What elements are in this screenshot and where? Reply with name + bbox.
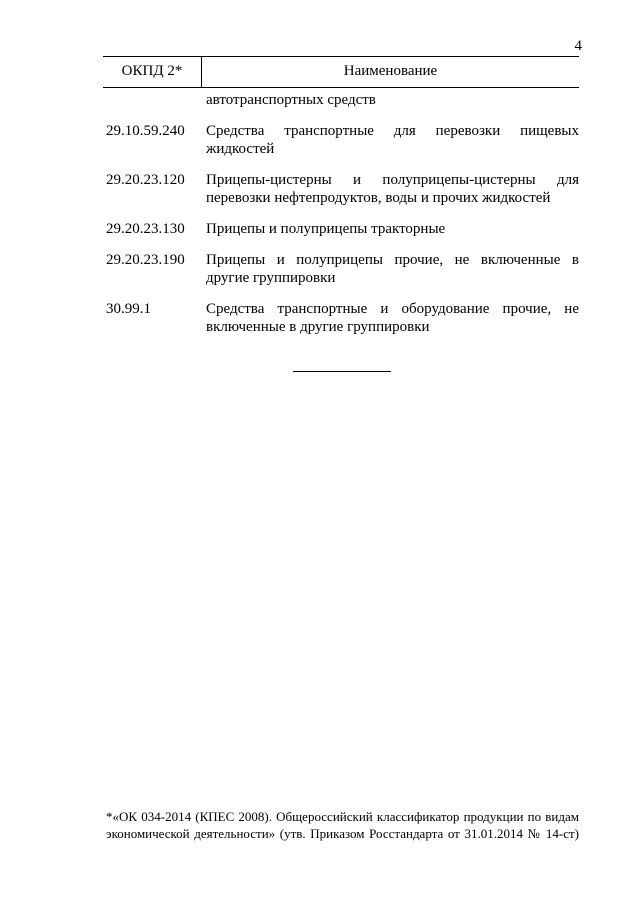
row-code: 29.20.23.120 [106, 172, 185, 188]
row-name: Средства транспортные для перевозки пищевых жидкостей [206, 123, 579, 157]
table-row [106, 91, 579, 109]
header-code: ОКПД 2* [121, 63, 183, 79]
table-body [106, 91, 579, 349]
table-row [106, 300, 579, 336]
table-row [106, 220, 579, 238]
table-row [106, 251, 579, 287]
header-name: Наименование [343, 63, 438, 79]
footnote: *«ОК 034-2014 (КПЕС 2008). Общероссийский классификатор продукции по видам экономической деятельности» (утв. Приказом Росстандарта от 31.01.2014 № 14-ст) [106, 809, 579, 841]
row-code: 29.20.23.190 [106, 252, 185, 268]
row-name: Прицепы и полуприцепы тракторные [206, 221, 446, 237]
row-code: 30.99.1 [106, 301, 151, 317]
section-separator [293, 371, 391, 372]
row-code: 29.20.23.130 [106, 221, 185, 237]
table-row [106, 171, 579, 207]
table-header [103, 56, 579, 88]
page-number: 4 [574, 38, 582, 54]
row-name: Прицепы и полуприцепы прочие, не включенные в другие группировки [206, 252, 579, 286]
row-code: 29.10.59.240 [106, 123, 185, 139]
table-row [106, 122, 579, 158]
row-code [106, 91, 206, 109]
row-name: Прицепы-цистерны и полуприцепы-цистерны для перевозки нефтепродуктов, воды и прочих жидкостей [206, 172, 579, 206]
row-name: автотранспортных средств [206, 92, 376, 108]
row-name: Средства транспортные и оборудование прочие, не включенные в другие группировки [206, 301, 579, 335]
